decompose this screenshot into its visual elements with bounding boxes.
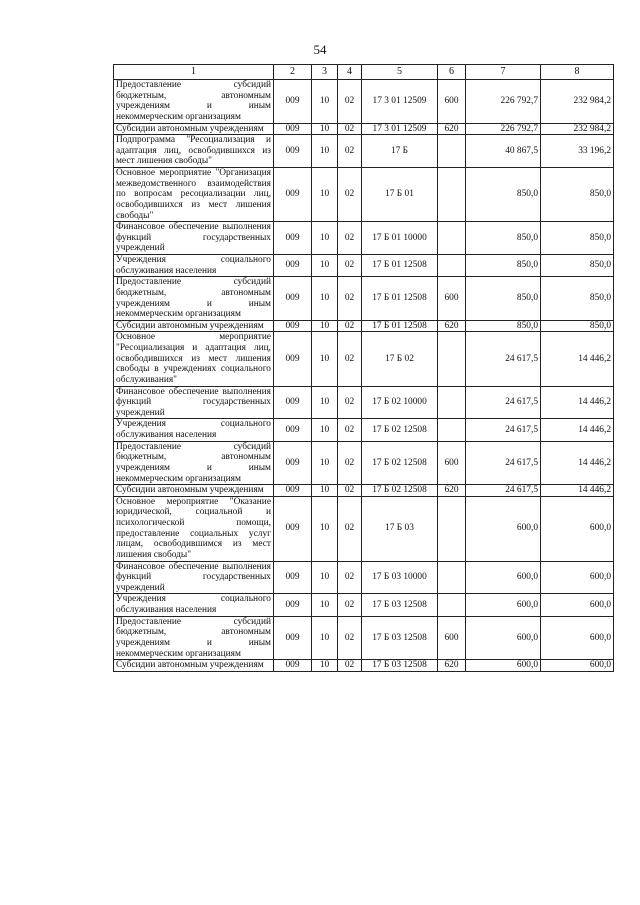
table-row — [114, 419, 614, 441]
column-header: 1 — [114, 65, 274, 80]
table-row — [114, 594, 614, 616]
target-article-code: 17 Б 02 12508 — [362, 485, 438, 497]
subsection-code: 02 — [338, 419, 362, 441]
section-code: 10 — [312, 80, 338, 124]
amount-year-2: 14 446,2 — [541, 441, 614, 485]
row-description: Подпрограмма "Ресоциализация и адаптация лиц, освободившихся из мест лишения свободы" — [114, 135, 274, 168]
expense-type-code — [438, 561, 466, 594]
amount-year-1: 24 617,5 — [466, 441, 541, 485]
section-code: 10 — [312, 419, 338, 441]
table-row — [114, 135, 614, 168]
amount-year-1: 600,0 — [466, 660, 541, 672]
table-row — [114, 496, 614, 561]
section-code: 10 — [312, 496, 338, 561]
expense-type-code — [438, 594, 466, 616]
amount-year-2: 14 446,2 — [541, 386, 614, 419]
amount-year-1: 24 617,5 — [466, 332, 541, 386]
department-code: 009 — [274, 80, 312, 124]
target-article-code: 17 3 01 12509 — [362, 80, 438, 124]
amount-year-2: 600,0 — [541, 496, 614, 561]
department-code: 009 — [274, 419, 312, 441]
amount-year-1: 226 792,7 — [466, 123, 541, 135]
department-code: 009 — [274, 168, 312, 222]
department-code: 009 — [274, 222, 312, 255]
section-code: 10 — [312, 320, 338, 332]
amount-year-2: 232 984,2 — [541, 123, 614, 135]
budget-table — [113, 64, 614, 672]
amount-year-2: 600,0 — [541, 561, 614, 594]
section-code: 10 — [312, 168, 338, 222]
amount-year-2: 14 446,2 — [541, 332, 614, 386]
expense-type-code: 620 — [438, 123, 466, 135]
target-article-code: 17 Б 01 12508 — [362, 255, 438, 277]
table-row — [114, 485, 614, 497]
amount-year-1: 24 617,5 — [466, 485, 541, 497]
amount-year-1: 40 867,5 — [466, 135, 541, 168]
target-article-code: 17 Б — [362, 135, 438, 168]
column-header: 7 — [466, 65, 541, 80]
subsection-code: 02 — [338, 561, 362, 594]
department-code: 009 — [274, 123, 312, 135]
expense-type-code — [438, 386, 466, 419]
subsection-code: 02 — [338, 168, 362, 222]
table-row — [114, 561, 614, 594]
target-article-code: 17 Б 01 12508 — [362, 320, 438, 332]
amount-year-2: 600,0 — [541, 660, 614, 672]
amount-year-2: 850,0 — [541, 168, 614, 222]
subsection-code: 02 — [338, 222, 362, 255]
section-code: 10 — [312, 594, 338, 616]
target-article-code: 17 Б 01 12508 — [362, 277, 438, 321]
department-code: 009 — [274, 441, 312, 485]
section-code: 10 — [312, 222, 338, 255]
subsection-code: 02 — [338, 277, 362, 321]
amount-year-1: 600,0 — [466, 616, 541, 660]
expense-type-code — [438, 168, 466, 222]
row-description: Основное мероприятие "Ресоциализация и адаптация лиц, освободившихся из мест лишения свободы в учреждениях социального обслуживания" — [114, 332, 274, 386]
table-row — [114, 441, 614, 485]
table-row — [114, 320, 614, 332]
department-code: 009 — [274, 135, 312, 168]
row-description: Субсидии автономным учреждениям — [114, 320, 274, 332]
section-code: 10 — [312, 277, 338, 321]
row-description: Предоставление субсидий бюджетным, автономным учреждениям и иным некоммерческим организациям — [114, 80, 274, 124]
section-code: 10 — [312, 616, 338, 660]
expense-type-code: 620 — [438, 320, 466, 332]
row-description: Основное мероприятие "Оказание юридической, социальной и психологической помощи, предоставление социальных услуг лицам, освободившимся из мест лишения свободы" — [114, 496, 274, 561]
expense-type-code — [438, 255, 466, 277]
amount-year-2: 33 196,2 — [541, 135, 614, 168]
expense-type-code: 620 — [438, 485, 466, 497]
amount-year-2: 600,0 — [541, 616, 614, 660]
department-code: 009 — [274, 616, 312, 660]
row-description: Предоставление субсидий бюджетным, автономным учреждениям и иным некоммерческим организациям — [114, 616, 274, 660]
row-description: Финансовое обеспечение выполнения функций государственных учреждений — [114, 222, 274, 255]
column-header: 2 — [274, 65, 312, 80]
row-description: Предоставление субсидий бюджетным, автономным учреждениям и иным некоммерческим организациям — [114, 441, 274, 485]
table-row — [114, 277, 614, 321]
expense-type-code: 600 — [438, 277, 466, 321]
subsection-code: 02 — [338, 441, 362, 485]
amount-year-1: 600,0 — [466, 594, 541, 616]
table-row — [114, 222, 614, 255]
subsection-code: 02 — [338, 485, 362, 497]
subsection-code: 02 — [338, 386, 362, 419]
department-code: 009 — [274, 386, 312, 419]
table-row — [114, 255, 614, 277]
page-number: 54 — [313, 42, 327, 57]
amount-year-1: 24 617,5 — [466, 419, 541, 441]
table-row — [114, 386, 614, 419]
amount-year-1: 850,0 — [466, 168, 541, 222]
amount-year-2: 850,0 — [541, 222, 614, 255]
section-code: 10 — [312, 485, 338, 497]
expense-type-code — [438, 332, 466, 386]
target-article-code: 17 Б 03 12508 — [362, 594, 438, 616]
target-article-code: 17 Б 02 12508 — [362, 441, 438, 485]
expense-type-code — [438, 496, 466, 561]
subsection-code: 02 — [338, 255, 362, 277]
amount-year-2: 600,0 — [541, 594, 614, 616]
table-row — [114, 332, 614, 386]
expense-type-code — [438, 222, 466, 255]
department-code: 009 — [274, 320, 312, 332]
row-description: Предоставление субсидий бюджетным, автономным учреждениям и иным некоммерческим организациям — [114, 277, 274, 321]
subsection-code: 02 — [338, 320, 362, 332]
target-article-code: 17 Б 02 — [362, 332, 438, 386]
table-row — [114, 80, 614, 124]
column-header: 5 — [362, 65, 438, 80]
amount-year-1: 850,0 — [466, 255, 541, 277]
row-description: Финансовое обеспечение выполнения функций государственных учреждений — [114, 561, 274, 594]
row-description: Основное мероприятие "Организация межведомственного взаимодействия по вопросам ресоциализации лиц, освободившихся из мест лишения свободы" — [114, 168, 274, 222]
subsection-code: 02 — [338, 123, 362, 135]
subsection-code: 02 — [338, 80, 362, 124]
target-article-code: 17 3 01 12509 — [362, 123, 438, 135]
row-description: Субсидии автономным учреждениям — [114, 660, 274, 672]
department-code: 009 — [274, 332, 312, 386]
expense-type-code — [438, 135, 466, 168]
row-description: Субсидии автономным учреждениям — [114, 123, 274, 135]
row-description: Учреждения социального обслуживания населения — [114, 594, 274, 616]
department-code: 009 — [274, 561, 312, 594]
amount-year-1: 600,0 — [466, 561, 541, 594]
amount-year-1: 850,0 — [466, 222, 541, 255]
amount-year-1: 850,0 — [466, 277, 541, 321]
row-description: Субсидии автономным учреждениям — [114, 485, 274, 497]
subsection-code: 02 — [338, 135, 362, 168]
section-code: 10 — [312, 561, 338, 594]
target-article-code: 17 Б 02 12508 — [362, 419, 438, 441]
target-article-code: 17 Б 03 12508 — [362, 616, 438, 660]
column-header: 8 — [541, 65, 614, 80]
amount-year-2: 850,0 — [541, 255, 614, 277]
section-code: 10 — [312, 255, 338, 277]
department-code: 009 — [274, 255, 312, 277]
expense-type-code: 620 — [438, 660, 466, 672]
section-code: 10 — [312, 135, 338, 168]
department-code: 009 — [274, 660, 312, 672]
subsection-code: 02 — [338, 660, 362, 672]
column-header: 3 — [312, 65, 338, 80]
subsection-code: 02 — [338, 332, 362, 386]
row-description: Учреждения социального обслуживания населения — [114, 255, 274, 277]
section-code: 10 — [312, 123, 338, 135]
row-description: Финансовое обеспечение выполнения функций государственных учреждений — [114, 386, 274, 419]
section-code: 10 — [312, 332, 338, 386]
target-article-code: 17 Б 01 — [362, 168, 438, 222]
expense-type-code: 600 — [438, 616, 466, 660]
expense-type-code: 600 — [438, 441, 466, 485]
table-row — [114, 123, 614, 135]
subsection-code: 02 — [338, 496, 362, 561]
section-code: 10 — [312, 660, 338, 672]
expense-type-code: 600 — [438, 80, 466, 124]
subsection-code: 02 — [338, 616, 362, 660]
amount-year-1: 226 792,7 — [466, 80, 541, 124]
section-code: 10 — [312, 441, 338, 485]
row-description: Учреждения социального обслуживания населения — [114, 419, 274, 441]
table-row — [114, 616, 614, 660]
department-code: 009 — [274, 496, 312, 561]
amount-year-2: 850,0 — [541, 320, 614, 332]
table-body — [114, 80, 614, 672]
subsection-code: 02 — [338, 594, 362, 616]
table-row — [114, 660, 614, 672]
amount-year-1: 600,0 — [466, 496, 541, 561]
target-article-code: 17 Б 01 10000 — [362, 222, 438, 255]
target-article-code: 17 Б 03 10000 — [362, 561, 438, 594]
department-code: 009 — [274, 485, 312, 497]
target-article-code: 17 Б 02 10000 — [362, 386, 438, 419]
amount-year-2: 14 446,2 — [541, 485, 614, 497]
expense-type-code — [438, 419, 466, 441]
section-code: 10 — [312, 386, 338, 419]
amount-year-2: 232 984,2 — [541, 80, 614, 124]
table-row — [114, 168, 614, 222]
target-article-code: 17 Б 03 12508 — [362, 660, 438, 672]
amount-year-2: 850,0 — [541, 277, 614, 321]
amount-year-2: 14 446,2 — [541, 419, 614, 441]
column-header: 6 — [438, 65, 466, 80]
amount-year-1: 850,0 — [466, 320, 541, 332]
amount-year-1: 24 617,5 — [466, 386, 541, 419]
target-article-code: 17 Б 03 — [362, 496, 438, 561]
column-header: 4 — [338, 65, 362, 80]
department-code: 009 — [274, 594, 312, 616]
table-header-row — [114, 65, 614, 80]
department-code: 009 — [274, 277, 312, 321]
